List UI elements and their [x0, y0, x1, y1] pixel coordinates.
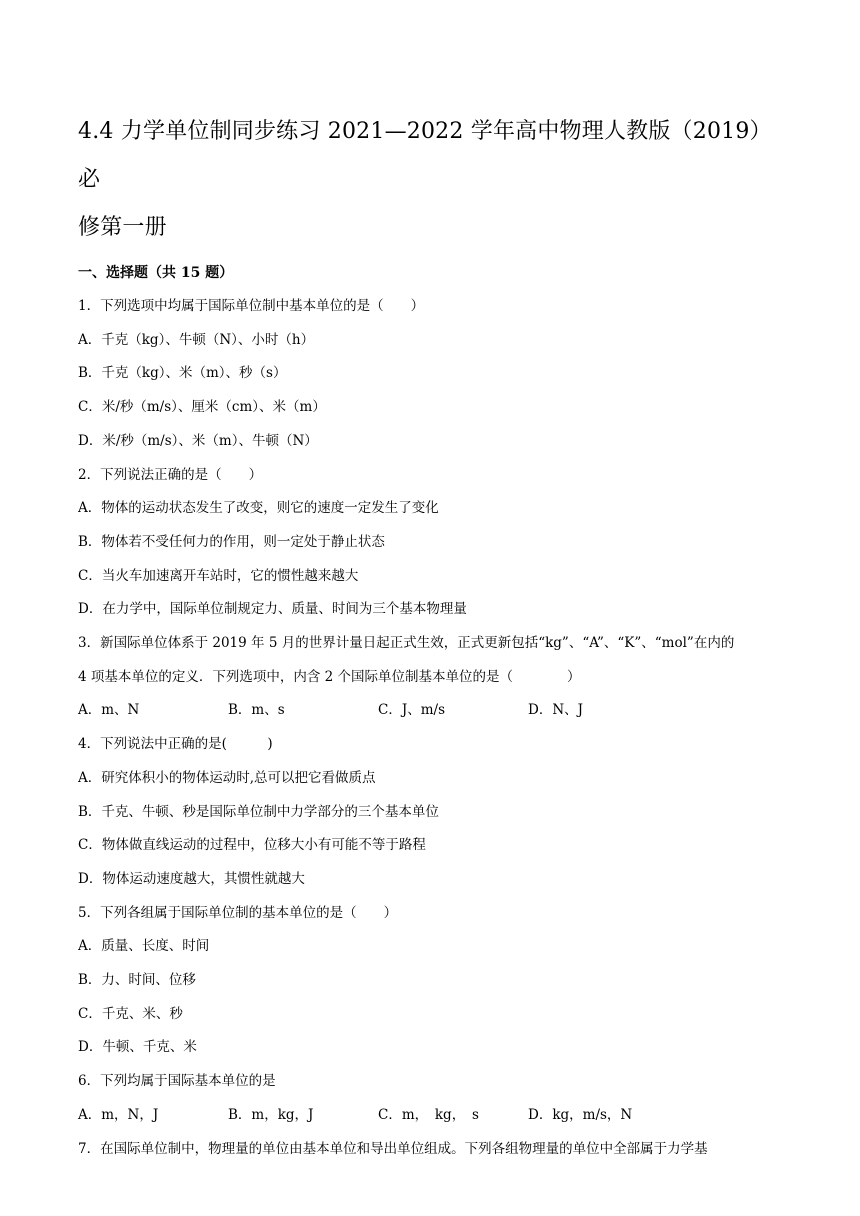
- question-4-option-c: C．物体做直线运动的过程中，位移大小有可能不等于路程: [78, 837, 426, 854]
- section-heading: 一、选择题（共 15 题）: [78, 265, 234, 281]
- question-3-options: [78, 694, 790, 728]
- question-3-stem-line-2: 4 项基本单位的定义．下列选项中，内含 2 个国际单位制基本单位的是（ ）: [78, 668, 581, 685]
- question-3-option-b: B．m、s: [228, 702, 285, 719]
- question-6-options: [78, 1099, 790, 1133]
- question-6-option-c: C．m， kg， s: [378, 1106, 479, 1123]
- question-2-option-c: C．当火车加速离开车站时，它的惯性越来越大: [78, 567, 359, 584]
- question-6-option-a: A．m，N，J: [78, 1106, 159, 1123]
- document-title: [78, 108, 790, 252]
- question-2-stem: 2．下列说法正确的是（ ）: [78, 466, 263, 483]
- question-5-stem: 5．下列各组属于国际单位制的基本单位的是（ ）: [78, 904, 398, 921]
- question-4-option-b: B．千克、牛顿、秒是国际单位制中力学部分的三个基本单位: [78, 803, 439, 820]
- question-1-option-c: C．米/秒（m/s）、厘米（cm）、米（m）: [78, 399, 326, 416]
- question-3-option-d: D．N、J: [528, 702, 584, 719]
- question-3-option-c: C．J、m/s: [378, 702, 446, 719]
- title-line-2: 修第一册: [78, 215, 167, 240]
- question-2-option-d: D．在力学中，国际单位制规定力、质量、时间为三个基本物理量: [78, 601, 467, 618]
- question-4-option-d: D．物体运动速度越大，其惯性就越大: [78, 870, 305, 887]
- question-6-option-b: B．m，kg，J: [228, 1106, 314, 1123]
- question-1-option-d: D．米/秒（m/s）、米（m）、牛顿（N）: [78, 432, 318, 449]
- question-5-option-a: A．质量、长度、时间: [78, 938, 210, 955]
- question-5-option-b: B．力、时间、位移: [78, 972, 196, 989]
- question-4-option-a: A．研究体积小的物体运动时,总可以把它看做质点: [78, 769, 376, 786]
- question-4-stem: 4．下列说法中正确的是( ): [78, 736, 273, 753]
- question-2-option-b: B．物体若不受任何力的作用，则一定处于静止状态: [78, 533, 385, 550]
- question-5-option-c: C．千克、米、秒: [78, 1005, 183, 1022]
- question-7-stem: 7．在国际单位制中，物理量的单位由基本单位和导出单位组成。下列各组物理量的单位中全部属于力学基: [78, 1140, 708, 1157]
- question-3-stem-line-1: 3．新国际单位体系于 2019 年 5 月的世界计量日起正式生效，正式更新包括“kg”、“A”、“K”、“mol”在内的: [78, 635, 735, 652]
- question-1-option-b: B．千克（kg）、米（m）、秒（s）: [78, 365, 287, 382]
- document-page: [78, 108, 790, 1166]
- question-1-option-a: A．千克（kg）、牛顿（N）、小时（h）: [78, 331, 315, 348]
- question-3-option-a: A．m、N: [78, 702, 140, 719]
- question-2-option-a: A．物体的运动状态发生了改变，则它的速度一定发生了变化: [78, 500, 439, 517]
- question-1-stem: 1．下列选项中均属于国际单位制中基本单位的是（ ）: [78, 298, 425, 314]
- question-6-stem: 6．下列均属于国际基本单位的是: [78, 1073, 276, 1090]
- title-line-1: 4.4 力学单位制同步练习 2021—2022 学年高中物理人教版（2019）必: [78, 119, 772, 192]
- question-6-option-d: D．kg，m/s，N: [528, 1106, 633, 1123]
- question-5-option-d: D．牛顿、千克、米: [78, 1039, 197, 1056]
